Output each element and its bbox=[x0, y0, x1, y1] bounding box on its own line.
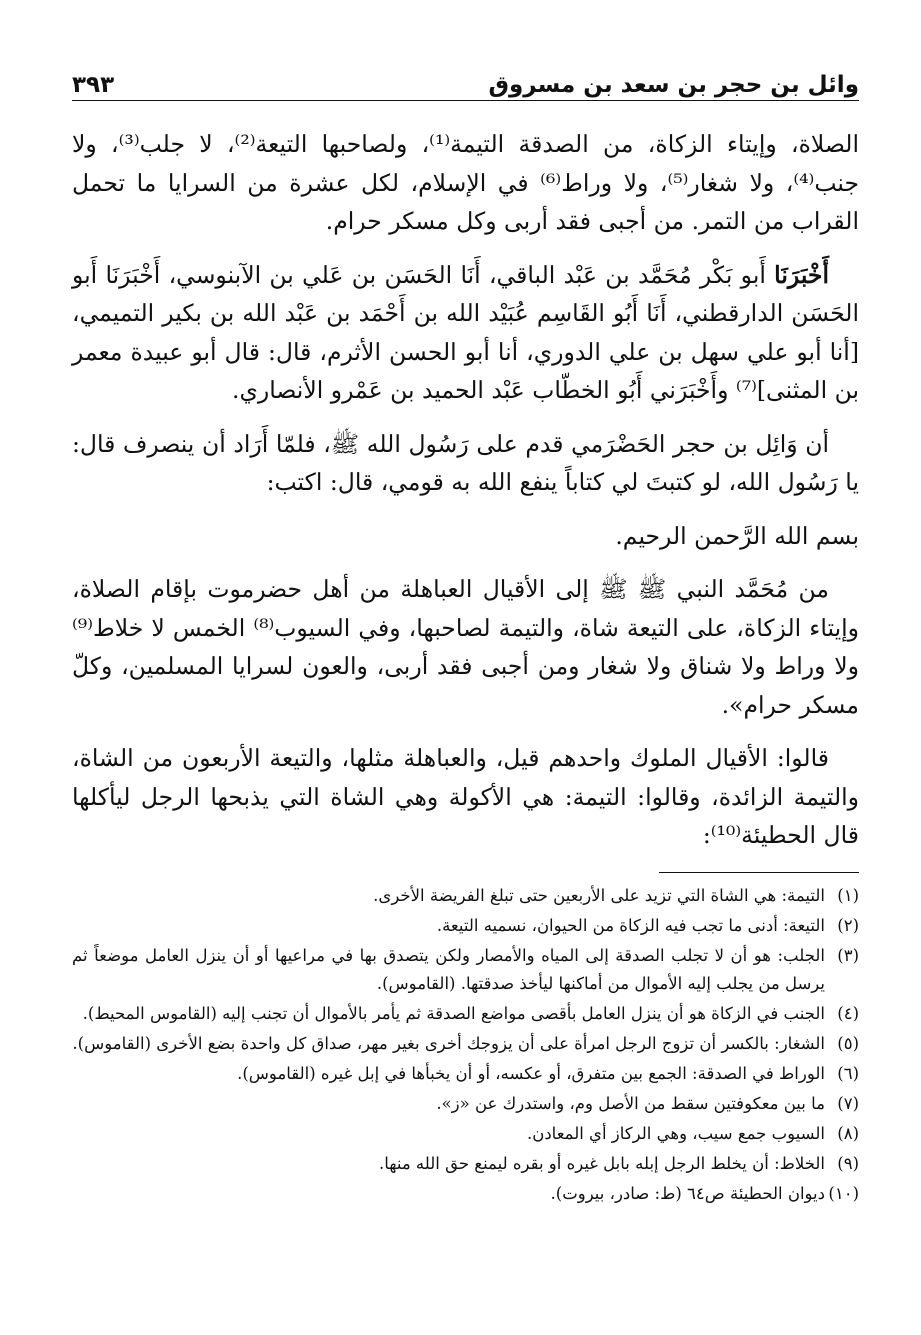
footnote-text: الخلاط: أن يخلط الرجل إبله بابل غيره أو بقره ليمنع حق الله منها. bbox=[378, 1154, 825, 1173]
footnote-item bbox=[72, 1150, 859, 1178]
footnote-number: (٢) bbox=[837, 916, 859, 935]
paragraph-2 bbox=[72, 256, 859, 410]
footnote-separator bbox=[659, 872, 859, 873]
footnote-item bbox=[72, 1120, 859, 1148]
footnote-item bbox=[72, 1060, 859, 1088]
paragraph-5: من مُحَمَّد النبي ﷺ ﷺ إلى الأقيال العباهلة من أهل حضرموت بإقام الصلاة، وإيتاء الزكاة، على التيعة شاة، والتيمة لصاحبها، وفي السيوب⁽⁸⁾ الخمس لا خلاط⁽⁹⁾ ولا وراط ولا شناق ولا شغار ومن أجبى فقد أربى، والعون لسرايا المسلمين، وكلّ مسكر حرام». bbox=[72, 575, 859, 719]
footnote-number: (٣) bbox=[837, 946, 859, 965]
footnote-number: (١٠) bbox=[828, 1184, 859, 1203]
page-number: ٣٩٣ bbox=[72, 72, 115, 98]
footnote-text: ما بين معكوفتين سقط من الأصل وم، واستدرك عن «ز». bbox=[436, 1094, 825, 1113]
footnote-text: الوراط في الصدقة: الجمع بين متفرق، أو عكسه، أو أن يخبأها في إبل غيره (القاموس). bbox=[237, 1064, 825, 1083]
footnote-item bbox=[72, 1000, 859, 1028]
footnote-number: (٧) bbox=[837, 1094, 859, 1113]
paragraph-1: الصلاة، وإيتاء الزكاة، من الصدقة التيمة⁽¹⁾، ولصاحبها التيعة⁽²⁾، لا جلب⁽³⁾، ولا جنب⁽⁴⁾، ولا شغار⁽⁵⁾، ولا وراط⁽⁶⁾ في الإسلام، لكل عشرة من السرايا ما تحمل القراب من التمر. من أجبى فقد أربى وكل مسكر حرام. bbox=[72, 130, 860, 235]
footnote-number: (٦) bbox=[837, 1064, 859, 1083]
footnote-text: الشغار: بالكسر أن تزوج الرجل امرأة على أن يزوجك أخرى بغير مهر، صداق كل واحدة بضع الأخرى (القاموس). bbox=[72, 1034, 825, 1053]
isnad-lead-word: أَخْبَرَنَا bbox=[774, 260, 829, 289]
footnote-number: (٨) bbox=[837, 1124, 859, 1143]
footnote-text: السيوب جمع سيب، وهي الركاز أي المعادن. bbox=[526, 1124, 825, 1143]
footnote-text: الجنب في الزكاة هو أن ينزل العامل بأقصى مواضع الصدقة ثم يأمر بالأموال أن تجنب إليه (القاموس المحيط). bbox=[82, 1004, 825, 1023]
footnote-text: التيعة: أدنى ما تجب فيه الزكاة من الحيوان، نسميه التيعة. bbox=[436, 916, 825, 935]
footnote-item bbox=[72, 1180, 859, 1208]
basmala: بسم الله الرَّحمن الرحيم. bbox=[615, 521, 859, 550]
footnote-item bbox=[72, 1090, 859, 1118]
footnote-item bbox=[72, 912, 859, 940]
footnote-text: الجلب: هو أن لا تجلب الصدقة إلى المياه والأمصار ولكن يتصدق بها في مراعيها أو أن ينزل العامل موضعاً ثم يرسل من يجلب إليه الأموال من أماكنها ليأخذ صدقتها. (القاموس). bbox=[72, 946, 825, 993]
footnote-number: (٩) bbox=[837, 1154, 859, 1173]
footnote-item bbox=[72, 942, 859, 998]
running-title: وائل بن حجر بن سعد بن مسروق bbox=[488, 72, 859, 98]
paragraph-6: قالوا: الأقيال الملوك واحدهم قيل، والعباهلة مثلها، والتيعة الأربعون من الشاة، والتيمة الزائدة، وقالوا: التيمة: هي الأكولة وهي الشاة التي يذبحها الرجل ليأكلها قال الحطيئة⁽¹⁰⁾: bbox=[72, 744, 859, 849]
footnote-number: (٤) bbox=[837, 1004, 859, 1023]
footnote-number: (٥) bbox=[837, 1034, 859, 1053]
footnotes bbox=[72, 882, 859, 1210]
footnote-item bbox=[72, 1030, 859, 1058]
footnote-number: (١) bbox=[837, 886, 859, 905]
main-text bbox=[72, 125, 859, 870]
page-header bbox=[72, 58, 859, 101]
footnote-text: ديوان الحطيئة ص٦٤ (ط: صادر، بيروت). bbox=[550, 1184, 825, 1203]
isnad-text: أَبو بَكْر مُحَمَّد بن عَبْد الباقي، أَنَا الحَسَن بن عَلي بن الآبنوسي، أَخْبَرَنَا أَبو الحَسَن الدارقطني، أَنَا أَبُو القَاسِم عُبَيْد الله بن أَحْمَد بن عَبْد الله بن بكير التميمي، [أنا أبو علي سهل بن علي الدوري، أنا أبو الحسن الأثرم، قال: قال أبو عبيدة معمر بن المثنى]⁽⁷⁾ وأَخْبَرَني أَبُو الخطّاب عَبْد الحميد بن عَمْرو الأنصاري. bbox=[72, 260, 859, 404]
footnote-item bbox=[72, 882, 859, 910]
paragraph-3: أن وَائِل بن حجر الحَضْرَمي قدم على رَسُول الله ﷺ، فلمّا أَرَاد أن ينصرف قال: يا رَسُول الله، لو كتبتَ لي كتاباً ينفع الله به قومي، قال: اكتب: bbox=[72, 429, 859, 496]
footnote-text: التيمة: هي الشاة التي تزيد على الأربعين حتى تبلغ الفريضة الأخرى. bbox=[373, 886, 825, 905]
